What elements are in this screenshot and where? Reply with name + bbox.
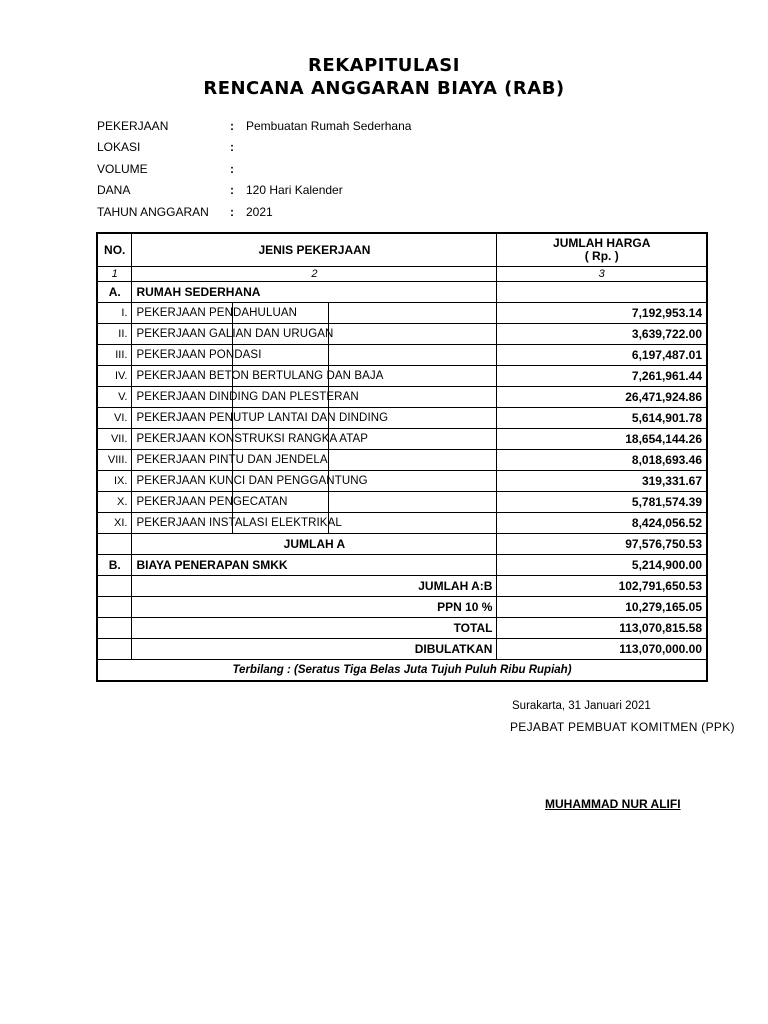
jumlah-a-label: JUMLAH A <box>132 534 497 555</box>
table-row <box>97 408 707 429</box>
item-label-cell <box>132 513 497 534</box>
info-row-pekerjaan <box>97 115 597 137</box>
total-label: PPN 10 % <box>132 597 497 618</box>
jumlah-a-amount: 97,576,750.53 <box>497 534 707 555</box>
item-no: II. <box>97 324 132 345</box>
table-row <box>97 303 707 324</box>
info-label: LOKASI <box>97 140 141 155</box>
grid-line <box>232 365 233 387</box>
column-number: 1 <box>97 267 132 282</box>
grid-line <box>328 407 329 429</box>
grid-line <box>232 386 233 408</box>
item-label: PEKERJAAN GALIAN DAN URUGAN <box>136 327 334 340</box>
total-row <box>97 618 707 639</box>
terbilang-row <box>97 660 707 682</box>
section-no: B. <box>97 555 132 576</box>
item-label: PEKERJAAN BETON BERTULANG DAN BAJA <box>136 369 384 382</box>
table-row <box>97 450 707 471</box>
item-label-cell <box>132 408 497 429</box>
item-amount: 8,018,693.46 <box>497 450 707 471</box>
section-label: RUMAH SEDERHANA <box>132 282 497 303</box>
info-label: PEKERJAAN <box>97 118 169 133</box>
item-amount: 8,424,056.52 <box>497 513 707 534</box>
section-a-row <box>97 282 707 303</box>
item-amount: 7,261,961.44 <box>497 366 707 387</box>
section-b-row <box>97 555 707 576</box>
grid-line <box>328 491 329 513</box>
item-amount: 26,471,924.86 <box>497 387 707 408</box>
grid-line <box>232 428 233 450</box>
item-amount: 6,197,487.01 <box>497 345 707 366</box>
table-row <box>97 429 707 450</box>
signer-position: PEJABAT PEMBUAT KOMITMEN (PPK) <box>510 720 735 734</box>
info-row-lokasi <box>97 137 597 159</box>
item-no: VII. <box>97 429 132 450</box>
item-no: IX. <box>97 471 132 492</box>
item-no: X. <box>97 492 132 513</box>
info-label: DANA <box>97 183 131 198</box>
info-row-tahun-anggaran <box>97 201 597 223</box>
item-label-cell <box>132 450 497 471</box>
column-number: 2 <box>132 267 497 282</box>
total-label: DIBULATKAN <box>132 639 497 660</box>
document-subtitle: RENCANA ANGGARAN BIAYA (RAB) <box>203 78 565 99</box>
item-label: PEKERJAAN PENDAHULUAN <box>136 306 298 319</box>
column-number-row <box>97 267 707 282</box>
item-amount: 3,639,722.00 <box>497 324 707 345</box>
grid-line <box>232 512 233 534</box>
item-label-cell <box>132 324 497 345</box>
item-label-cell <box>132 471 497 492</box>
grid-line <box>328 365 329 387</box>
info-value: 2021 <box>246 204 273 219</box>
header-jumlah-harga-line1: JUMLAH HARGA <box>553 236 651 250</box>
info-label: TAHUN ANGGARAN <box>97 204 209 219</box>
grid-line <box>328 323 329 345</box>
grid-line <box>232 302 233 324</box>
info-row-volume <box>97 158 597 180</box>
table-row <box>97 492 707 513</box>
info-value: 120 Hari Kalender <box>246 183 343 198</box>
empty-cell <box>97 576 132 597</box>
items-body <box>97 303 707 534</box>
info-row-dana <box>97 180 597 202</box>
header-jumlah-harga-line2: ( Rp. ) <box>584 249 619 263</box>
grid-line <box>232 491 233 513</box>
item-label-cell <box>132 429 497 450</box>
item-amount: 5,614,901.78 <box>497 408 707 429</box>
item-amount: 18,654,144.26 <box>497 429 707 450</box>
item-label-cell <box>132 387 497 408</box>
grid-line <box>232 470 233 492</box>
empty-cell <box>97 618 132 639</box>
info-colon: : <box>230 140 234 155</box>
header-jumlah-harga <box>497 233 707 267</box>
item-no: I. <box>97 303 132 324</box>
total-row <box>97 639 707 660</box>
header-no: NO. <box>97 233 132 267</box>
grid-line <box>328 428 329 450</box>
total-amount: 113,070,000.00 <box>497 639 707 660</box>
total-amount: 113,070,815.58 <box>497 618 707 639</box>
total-amount: 10,279,165.05 <box>497 597 707 618</box>
item-no: III. <box>97 345 132 366</box>
table-row <box>97 513 707 534</box>
grid-line <box>328 470 329 492</box>
table-row <box>97 345 707 366</box>
table-row <box>97 387 707 408</box>
table-row <box>97 471 707 492</box>
jumlah-a-row <box>97 534 707 555</box>
total-label: TOTAL <box>132 618 497 639</box>
grid-line <box>328 302 329 324</box>
item-no: VIII. <box>97 450 132 471</box>
table-row <box>97 366 707 387</box>
project-info <box>97 115 597 223</box>
grid-line <box>328 386 329 408</box>
section-no: A. <box>97 282 132 303</box>
section-label: BIAYA PENERAPAN SMKK <box>132 555 497 576</box>
item-amount: 5,781,574.39 <box>497 492 707 513</box>
empty-cell <box>97 534 132 555</box>
grid-line <box>328 512 329 534</box>
empty-cell <box>97 639 132 660</box>
info-label: VOLUME <box>97 161 148 176</box>
item-amount: 7,192,953.14 <box>497 303 707 324</box>
total-row <box>97 597 707 618</box>
grid-line <box>328 344 329 366</box>
signer-name: MUHAMMAD NUR ALIFI <box>545 797 681 811</box>
info-colon: : <box>230 118 234 133</box>
item-label: PEKERJAAN PENUTUP LANTAI DAN DINDING <box>136 411 389 424</box>
place-date: Surakarta, 31 Januari 2021 <box>512 700 651 712</box>
info-colon: : <box>230 183 234 198</box>
empty-cell <box>97 597 132 618</box>
grid-line <box>232 449 233 471</box>
item-label: PEKERJAAN INSTALASI ELEKTRIKAL <box>136 516 342 529</box>
section-amount <box>497 282 707 303</box>
item-no: V. <box>97 387 132 408</box>
item-label: PEKERJAAN PENGECATAN <box>136 495 288 508</box>
grid-line <box>232 407 233 429</box>
item-no: VI. <box>97 408 132 429</box>
grid-line <box>232 344 233 366</box>
item-no: IV. <box>97 366 132 387</box>
column-number: 3 <box>497 267 707 282</box>
rab-table <box>96 232 708 682</box>
info-colon: : <box>230 204 234 219</box>
item-label-cell <box>132 492 497 513</box>
table-row <box>97 324 707 345</box>
grid-line <box>232 323 233 345</box>
info-colon: : <box>230 161 234 176</box>
item-label-cell <box>132 345 497 366</box>
item-amount: 319,331.67 <box>497 471 707 492</box>
total-amount: 102,791,650.53 <box>497 576 707 597</box>
grid-line <box>328 449 329 471</box>
item-label: PEKERJAAN DINDING DAN PLESTERAN <box>136 390 359 403</box>
total-row <box>97 576 707 597</box>
item-no: XI. <box>97 513 132 534</box>
table-header-row <box>97 233 707 267</box>
item-label: PEKERJAAN KONSTRUKSI RANGKA ATAP <box>136 432 369 445</box>
item-label-cell <box>132 303 497 324</box>
section-b-amount: 5,214,900.00 <box>497 555 707 576</box>
terbilang-text: Terbilang : (Seratus Tiga Belas Juta Tujuh Puluh Ribu Rupiah) <box>97 660 707 682</box>
item-label: PEKERJAAN PONDASI <box>136 348 262 361</box>
item-label-cell <box>132 366 497 387</box>
item-label: PEKERJAAN KUNCI DAN PENGGANTUNG <box>136 474 368 487</box>
item-label: PEKERJAAN PINTU DAN JENDELA <box>136 453 328 466</box>
header-jenis-pekerjaan: JENIS PEKERJAAN <box>132 233 497 267</box>
document-title: REKAPITULASI <box>308 55 460 76</box>
total-label: JUMLAH A:B <box>132 576 497 597</box>
info-value: Pembuatan Rumah Sederhana <box>246 118 412 133</box>
